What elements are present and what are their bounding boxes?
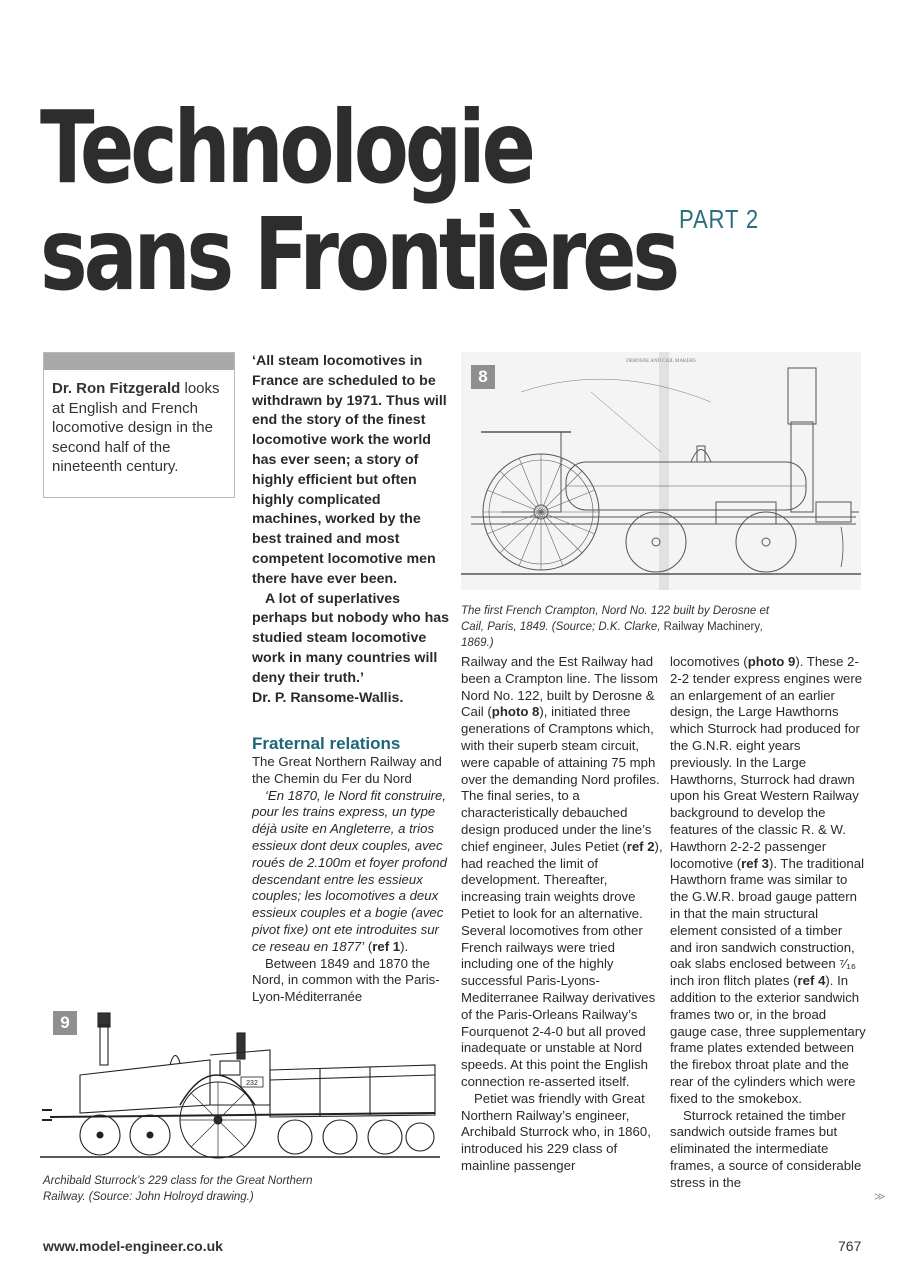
section-paragraph-2 — [252, 788, 448, 956]
col4-text-c: ). The traditional Hawthorn frame was similar to the G.W.R. broad gauge pattern in that the main structural element consisted of a timber and iron sandwich construction, oak slabs enclosed between ⁷⁄₁₆ inch iron flitch plates ( — [670, 855, 865, 989]
figure-9-number: 9 — [53, 1011, 77, 1035]
column-4-text — [670, 654, 866, 1192]
caption-8-book: Railway Machinery — [663, 621, 761, 633]
figure-8-caption — [461, 603, 781, 651]
ref-1: ref 1 — [372, 938, 401, 954]
title-line-1: Technologie — [40, 89, 532, 206]
intro-bar — [44, 353, 234, 370]
page-number: 767 — [838, 1238, 862, 1254]
quote-paragraph-2: A lot of superlatives perhaps but nobody who has studied steam locomotive work in many countries will deny their truth.’ — [252, 590, 450, 686]
col4-text-a: locomotives ( — [670, 654, 748, 669]
author-name: Dr. Ron Fitzgerald — [52, 380, 181, 397]
ref-4: ref 4 — [797, 973, 826, 989]
column-4-paragraph-1 — [670, 654, 866, 1108]
section-paragraph-3: Between 1849 and 1870 the Nord, in common with the Paris-Lyon-Méditerranée — [252, 955, 440, 1005]
col4-text-b: ). These 2-2-2 tender express engines were an enlargement of an earlier design, the Large Hawthorns which Sturrock had produced for the G.N.R. eight years previously. In the Large Hawthorns, Sturrock had drawn upon his Great Western Railway background to develop the features of the classic R. & W. Hawthorn 2-2-2 passenger locomotive ( — [670, 654, 863, 871]
title-line-2: sans Frontières — [40, 196, 677, 313]
photo-8-ref: photo 8 — [491, 704, 540, 720]
sturrock-locomotive-drawing — [40, 1005, 440, 1167]
continue-arrow-icon: ≫ — [874, 1191, 886, 1203]
column-3-text — [461, 654, 664, 1175]
footer-website-url[interactable]: www.model-engineer.co.uk — [43, 1238, 223, 1254]
french-quote: ‘En 1870, le Nord fit construire, pour les trains express, un type déjà usite en Angleterre, a trios essieux dont deux couples, avec roués de 2.100m et foyer profond descendant entre les essieux couples; les locomotives a deux essieux couples et a bogie (avec pivot fixe) ont ete introduites sur ce reseau en 1877’ — [252, 787, 448, 954]
pull-quote — [252, 352, 452, 708]
caption-8-a: The first French Crampton, Nord No. 122 built by Derosne et Cail, Paris, 1849. (Source; D.K. Clarke, — [461, 605, 770, 633]
col4-text-d: ). In addition to the exterior sandwich frames two or, in the broad gauge case, three supplementary frame plates extended between the firebox throat plate and the rear of the cylinders which were fixed to the smokebox. — [670, 973, 866, 1106]
figure-8-number: 8 — [471, 365, 495, 389]
col3-text-a: Railway and the Est Railway had been a Crampton line. The lissom Nord No. 122, built by Derosne & Cail ( — [461, 654, 658, 720]
section-heading: Fraternal relations — [252, 734, 401, 753]
figure-8-crampton-engraving — [461, 352, 861, 590]
quote-paragraph-1: ‘All steam locomotives in France are scheduled to be withdrawn by 1971. Thus will end the story of the finest locomotive work the world has ever seen; a story of highly efficient but often highly complicated machines, worked by the best trained and most competent locomotive men there have ever been. — [252, 353, 447, 587]
caption-8-c: , 1869.) — [461, 621, 764, 649]
intro-text — [52, 379, 232, 477]
ref-3: ref 3 — [741, 855, 769, 871]
col3-text-b: ), initiated three generations of Cramptons which, with their superb steam circuit, were capable of attaining 75 mph over the demanding Nord profiles. The final series, to a characteristically debauched design produced under the line’s chief engineer, Jules Petiet ( — [461, 704, 660, 854]
intro-description: looks at English and French locomotive design in the second half of the nineteenth century. — [52, 380, 220, 475]
plate-title: DEROSNE AND CAIL MAKERS — [626, 359, 696, 364]
ref1-close: ). — [400, 938, 409, 954]
figure-9-sturrock-drawing — [40, 1005, 440, 1167]
intro-box — [43, 352, 235, 498]
column-3-paragraph-1 — [461, 654, 664, 1091]
column-4-paragraph-2: Sturrock retained the timber sandwich outside frames but eliminated the intermediate frames, a source of considerable stress in the — [670, 1107, 862, 1190]
crampton-drawing — [461, 352, 861, 590]
ref-2: ref 2 — [626, 838, 655, 854]
section-paragraph-1: The Great Northern Railway and the Chemin du Fer du Nord — [252, 754, 442, 786]
column-3-paragraph-2: Petiet was friendly with Great Northern Railway’s engineer, Archibald Sturrock who, in 1860, introduced his 229 class of mainline passenger — [461, 1090, 651, 1173]
photo-9-ref: photo 9 — [747, 654, 796, 669]
col3-text-c: ), had reached the limit of development. Thereafter, increasing train weights drove Petiet to look for an alternative. Several locomotives from other French railways were tried including one of the highly successful Paris-Lyons-Mediterranee Railway derivatives of the Paris-Orleans Railway’s Fourquenot 2-4-0 but all proved inadequate or unstable at Nord speeds. At this point the English connection re-asserted itself. — [461, 838, 663, 1089]
column-2-text — [252, 754, 448, 1006]
quote-attribution: Dr. P. Ransome-Wallis. — [252, 689, 404, 706]
figure-9-caption: Archibald Sturrock’s 229 class for the Great Northern Railway. (Source: John Holroyd drawing.) — [43, 1175, 313, 1203]
part-label: PART 2 — [679, 204, 760, 234]
engine-number: 232 — [246, 1080, 258, 1087]
ref1-open: ( — [364, 938, 373, 954]
